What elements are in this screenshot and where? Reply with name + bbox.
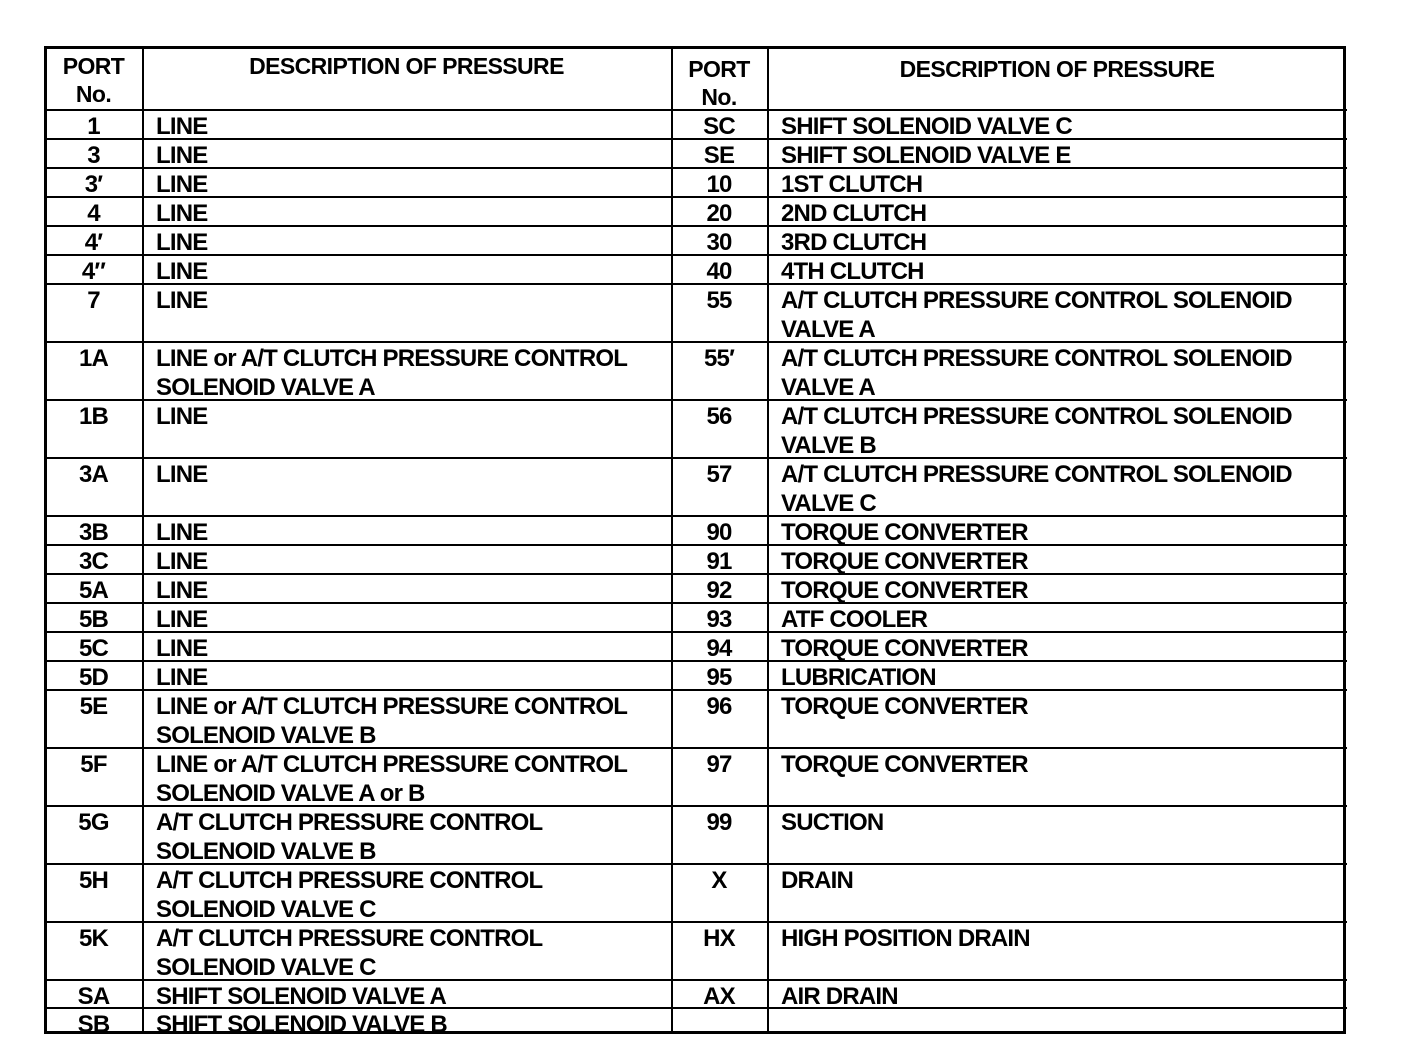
left-port-number: 5C — [78, 635, 109, 662]
left-pressure-description: LINE or A/T CLUTCH PRESSURE CONTROL SOLENOID VALVE A or B — [156, 751, 628, 807]
left-port-number: 1 — [87, 113, 100, 140]
left-port-header: PORT No. — [62, 53, 125, 107]
right-port-number: 99 — [706, 809, 732, 836]
right-port-number: AX — [703, 983, 735, 1010]
row-rule — [671, 921, 1347, 923]
right-pressure-description: 2ND CLUTCH — [781, 200, 927, 227]
left-port-number: 5D — [78, 664, 109, 691]
left-pressure-description: LINE or A/T CLUTCH PRESSURE CONTROL SOLENOID VALVE A — [156, 345, 628, 401]
right-pressure-description: 3RD CLUTCH — [781, 229, 927, 256]
row-rule — [671, 863, 1347, 865]
right-port-number: 55′ — [703, 345, 735, 372]
right-pressure-description: TORQUE CONVERTER — [781, 635, 1028, 662]
left-port-number: 4′ — [84, 229, 103, 256]
left-pressure-description: LINE — [156, 113, 208, 140]
row-rule — [671, 747, 1347, 749]
left-pressure-description: A/T CLUTCH PRESSURE CONTROL SOLENOID VALVE C — [156, 867, 543, 923]
left-pressure-description: SHIFT SOLENOID VALVE A — [156, 983, 446, 1010]
left-pressure-description: A/T CLUTCH PRESSURE CONTROL SOLENOID VALVE C — [156, 925, 543, 981]
left-pressure-description: LINE — [156, 519, 208, 546]
right-port-number: SE — [703, 142, 735, 169]
row-rule — [671, 979, 1347, 981]
right-pressure-description: A/T CLUTCH PRESSURE CONTROL SOLENOID VALVE B — [781, 403, 1292, 459]
right-port-number: 20 — [706, 200, 732, 227]
right-pressure-description: 1ST CLUTCH — [781, 171, 923, 198]
left-port-number: 3′ — [84, 171, 103, 198]
right-port-number: SC — [703, 113, 735, 140]
left-port-number: 4 — [87, 200, 100, 227]
left-port-number: 5H — [78, 867, 109, 894]
right-pressure-description: A/T CLUTCH PRESSURE CONTROL SOLENOID VALVE C — [781, 461, 1292, 517]
right-pressure-description: TORQUE CONVERTER — [781, 693, 1028, 720]
right-port-number: HX — [703, 925, 735, 952]
left-pressure-description: LINE — [156, 142, 208, 169]
left-pressure-description: LINE — [156, 258, 208, 285]
left-pressure-description: LINE or A/T CLUTCH PRESSURE CONTROL SOLENOID VALVE B — [156, 693, 628, 749]
right-port-number: 94 — [706, 635, 732, 662]
left-port-number: 7 — [87, 287, 100, 314]
right-pressure-description: ATF COOLER — [781, 606, 928, 633]
row-rule — [45, 109, 671, 111]
right-pressure-description: A/T CLUTCH PRESSURE CONTROL SOLENOID VALVE A — [781, 345, 1292, 401]
right-port-number: 40 — [706, 258, 732, 285]
left-port-number: 3B — [78, 519, 109, 546]
row-rule — [671, 805, 1347, 807]
left-pressure-description: LINE — [156, 548, 208, 575]
right-pressure-description: AIR DRAIN — [781, 983, 898, 1010]
left-port-number: 3 — [87, 142, 100, 169]
left-port-number: 1B — [78, 403, 109, 430]
left-port-number: 1A — [78, 345, 109, 372]
left-pressure-description: LINE — [156, 229, 208, 256]
left-pressure-description: LINE — [156, 171, 208, 198]
left-port-number: 3A — [78, 461, 109, 488]
row-rule — [45, 341, 671, 343]
right-port-number: 30 — [706, 229, 732, 256]
left-port-number: SB — [77, 1011, 110, 1038]
left-port-number: 4″ — [81, 258, 106, 285]
right-port-number: 92 — [706, 577, 732, 604]
row-rule — [45, 457, 671, 459]
right-port-header: PORT No. — [688, 56, 750, 110]
left-port-number: 5E — [79, 693, 108, 720]
right-port-number: X — [711, 867, 727, 894]
row-rule — [45, 515, 671, 517]
left-pressure-description: LINE — [156, 606, 208, 633]
left-port-number: 5G — [78, 809, 109, 836]
left-port-number: 5K — [78, 925, 109, 952]
left-port-number: 5F — [80, 751, 107, 778]
right-pressure-description: HIGH POSITION DRAIN — [781, 925, 1030, 952]
left-description-header: DESCRIPTION OF PRESSURE — [249, 53, 564, 79]
left-pressure-description: A/T CLUTCH PRESSURE CONTROL SOLENOID VALVE B — [156, 809, 543, 865]
left-pressure-description: LINE — [156, 664, 208, 691]
right-pressure-description: TORQUE CONVERTER — [781, 548, 1028, 575]
port-pressure-table — [44, 46, 1346, 1038]
left-pressure-description: LINE — [156, 461, 208, 488]
right-pressure-description: TORQUE CONVERTER — [781, 519, 1028, 546]
right-port-number: 96 — [706, 693, 732, 720]
right-pressure-description: SHIFT SOLENOID VALVE C — [781, 113, 1072, 140]
right-port-number: 91 — [706, 548, 732, 575]
right-port-number: 55 — [706, 287, 732, 314]
left-port-number: 5A — [78, 577, 109, 604]
right-port-number: 97 — [706, 751, 732, 778]
right-pressure-description: LUBRICATION — [781, 664, 936, 691]
right-port-number: 95 — [706, 664, 732, 691]
left-pressure-description: LINE — [156, 287, 208, 314]
left-pressure-description: LINE — [156, 635, 208, 662]
left-port-number: 5B — [78, 606, 109, 633]
row-rule — [671, 109, 1347, 111]
right-pressure-description: A/T CLUTCH PRESSURE CONTROL SOLENOID VALVE A — [781, 287, 1292, 343]
right-pressure-description: 4TH CLUTCH — [781, 258, 924, 285]
right-pressure-description: DRAIN — [781, 867, 853, 894]
left-pressure-description: LINE — [156, 403, 208, 430]
right-port-number: 90 — [706, 519, 732, 546]
right-port-number: 56 — [706, 403, 732, 430]
left-pressure-description: SHIFT SOLENOID VALVE B — [156, 1011, 447, 1038]
right-description-header: DESCRIPTION OF PRESSURE — [899, 56, 1215, 82]
right-pressure-description: TORQUE CONVERTER — [781, 577, 1028, 604]
right-port-number: 57 — [706, 461, 732, 488]
left-pressure-description: LINE — [156, 577, 208, 604]
left-port-number: 3C — [78, 548, 109, 575]
left-port-number: SA — [77, 983, 110, 1010]
right-pressure-description: TORQUE CONVERTER — [781, 751, 1028, 778]
right-port-number: 10 — [706, 171, 732, 198]
left-pressure-description: LINE — [156, 200, 208, 227]
right-port-number: 93 — [706, 606, 732, 633]
right-pressure-description: SHIFT SOLENOID VALVE E — [781, 142, 1071, 169]
right-pressure-description: SUCTION — [781, 809, 884, 836]
